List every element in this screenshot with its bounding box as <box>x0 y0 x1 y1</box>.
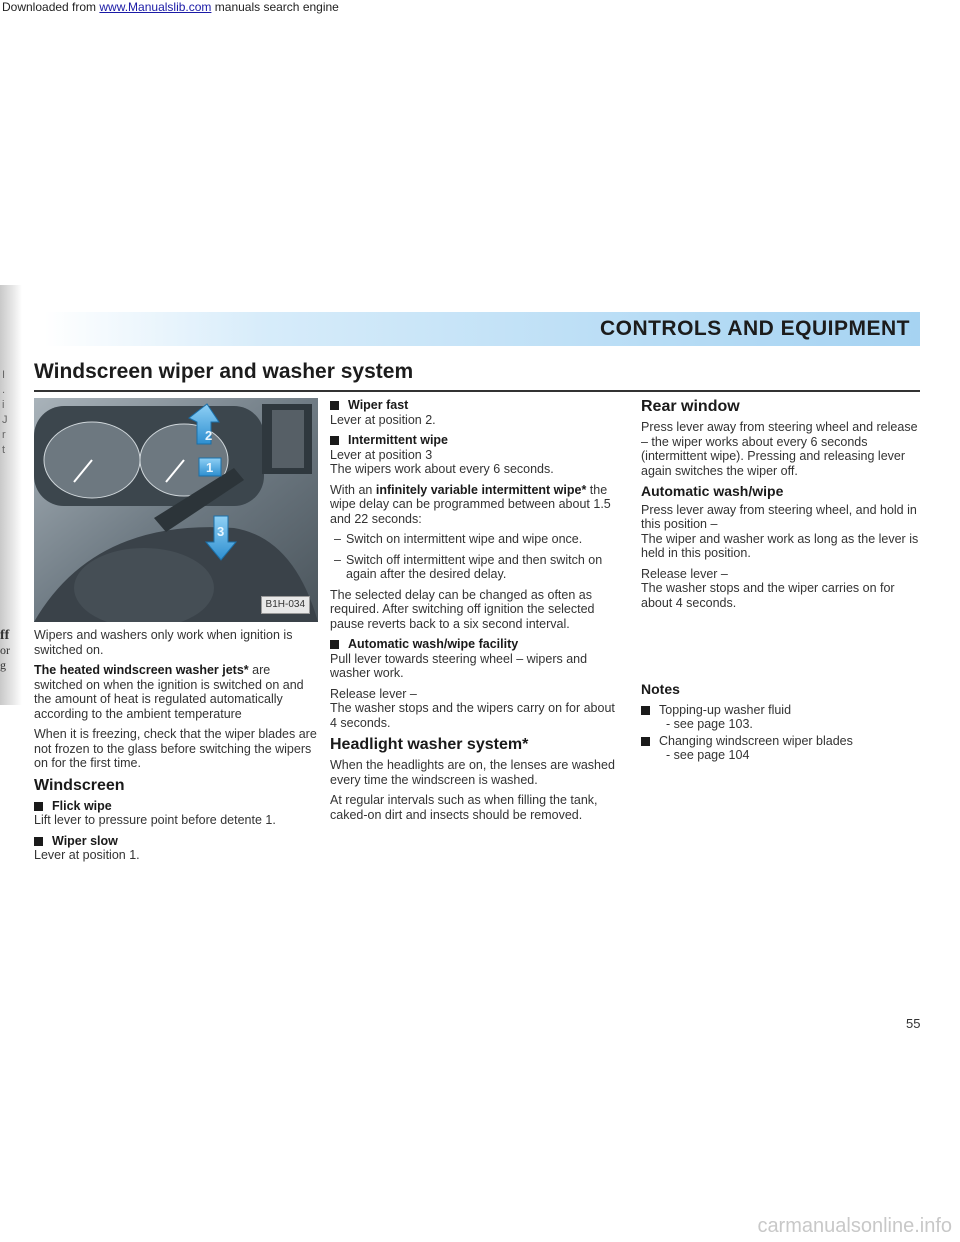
download-prefix: Downloaded from <box>2 0 100 14</box>
page-number: 55 <box>906 1016 921 1031</box>
adjacent-page-chars: I . i J r t <box>2 369 8 456</box>
dashboard-illustration <box>34 398 318 622</box>
headlight-text-2: At regular intervals such as when filling the tank, caked-on dirt and insects should be removed. <box>330 793 598 822</box>
flick-wipe-text: Lift lever to pressure point before detente 1. <box>34 813 276 827</box>
headlight-text-1: When the headlights are on, the lenses are washed every time the windscreen is washed. <box>330 758 615 787</box>
footer-watermark: carmanualsonline.info <box>757 1215 952 1237</box>
release-lever: Release lever – <box>330 686 417 701</box>
release-result: The washer stops and the wipers carry on for about 4 seconds. <box>330 701 615 730</box>
adjacent-page-ff: ff or g <box>0 628 10 672</box>
note-washer-fluid: Topping-up washer fluid - see page 103. <box>641 703 921 732</box>
ignition-note: Wipers and washers only work when ignition is switched on. <box>34 628 293 657</box>
rear-auto-heading: Automatic wash/wipe <box>641 483 784 499</box>
rear-release-lever: Release lever – <box>641 566 728 581</box>
intermittent-text-2: The wipers work about every 6 seconds. <box>330 462 554 476</box>
intermittent-text-1: Lever at position 3 <box>330 447 433 462</box>
wiper-fast-heading: Wiper fast <box>330 398 618 413</box>
column-3 <box>641 398 921 765</box>
headlight-washer-heading: Headlight washer system* <box>330 736 529 753</box>
manualslib-link[interactable]: www.Manualslib.com <box>99 0 212 14</box>
rear-auto-text-2: The wiper and washer work as long as the lever is held in this position. <box>641 531 919 560</box>
wiper-slow-text: Lever at position 1. <box>34 848 140 862</box>
flick-wipe-heading: Flick wipe <box>34 799 318 814</box>
arrow-label-3: 3 <box>217 524 225 539</box>
rear-release-result: The washer stops and the wiper carries on for about 4 seconds. <box>641 581 895 610</box>
notes-heading: Notes <box>641 681 680 697</box>
section-rule <box>34 390 920 392</box>
intermittent-heading: Intermittent wipe <box>330 433 618 448</box>
column-gap <box>641 616 921 682</box>
download-suffix: manuals search engine <box>211 0 339 14</box>
photo-id-label: B1H-034 <box>261 596 310 615</box>
wiper-fast-text: Lever at position 2. <box>330 412 436 427</box>
note-wiper-blades: Changing windscreen wiper blades - see page 104 <box>641 734 921 763</box>
section-title: Windscreen wiper and washer system <box>34 360 414 383</box>
chapter-title: CONTROLS AND EQUIPMENT <box>599 317 910 340</box>
column-1 <box>34 398 318 869</box>
wiper-lever-photo <box>34 398 318 622</box>
heated-jets-paragraph: The heated windscreen washer jets* are switched on when the ignition is switched on and the amount of heat is regulated automatically according to the ambient temperature <box>34 663 304 721</box>
rear-window-heading: Rear window <box>641 398 740 415</box>
step-1: – Switch on intermittent wipe and wipe once. <box>330 532 618 547</box>
step-2: – Switch off intermittent wipe and then switch on again after the desired delay. <box>330 553 618 582</box>
download-source-bar <box>0 0 960 14</box>
delay-note: The selected delay can be changed as often as required. After switching off ignition the selected pause reverts back to a six second interval. <box>330 587 595 631</box>
windscreen-heading: Windscreen <box>34 776 125 794</box>
auto-wash-text: Pull lever towards steering wheel – wipers and washer work. <box>330 651 588 680</box>
auto-wash-heading: Automatic wash/wipe facility <box>330 637 618 652</box>
wiper-slow-heading: Wiper slow <box>34 834 318 849</box>
chapter-header-band <box>44 312 920 346</box>
variable-intermittent-paragraph: With an infinitely variable intermittent wipe* the wipe delay can be programmed between about 1.5 and 22 seconds: <box>330 482 611 526</box>
rear-auto-text-1: Press lever away from steering wheel, and hold in this position – <box>641 502 917 531</box>
column-2 <box>330 398 618 828</box>
arrow-label-1: 1 <box>206 460 214 475</box>
freezing-note: When it is freezing, check that the wiper blades are not frozen to the glass before switching the wipers on for the first time. <box>34 727 317 770</box>
arrow-label-2: 2 <box>205 428 213 443</box>
rear-window-text: Press lever away from steering wheel and release – the wiper works about every 6 seconds (intermittent wipe). Pressing and releasing lever again switches the wiper off. <box>641 420 918 478</box>
